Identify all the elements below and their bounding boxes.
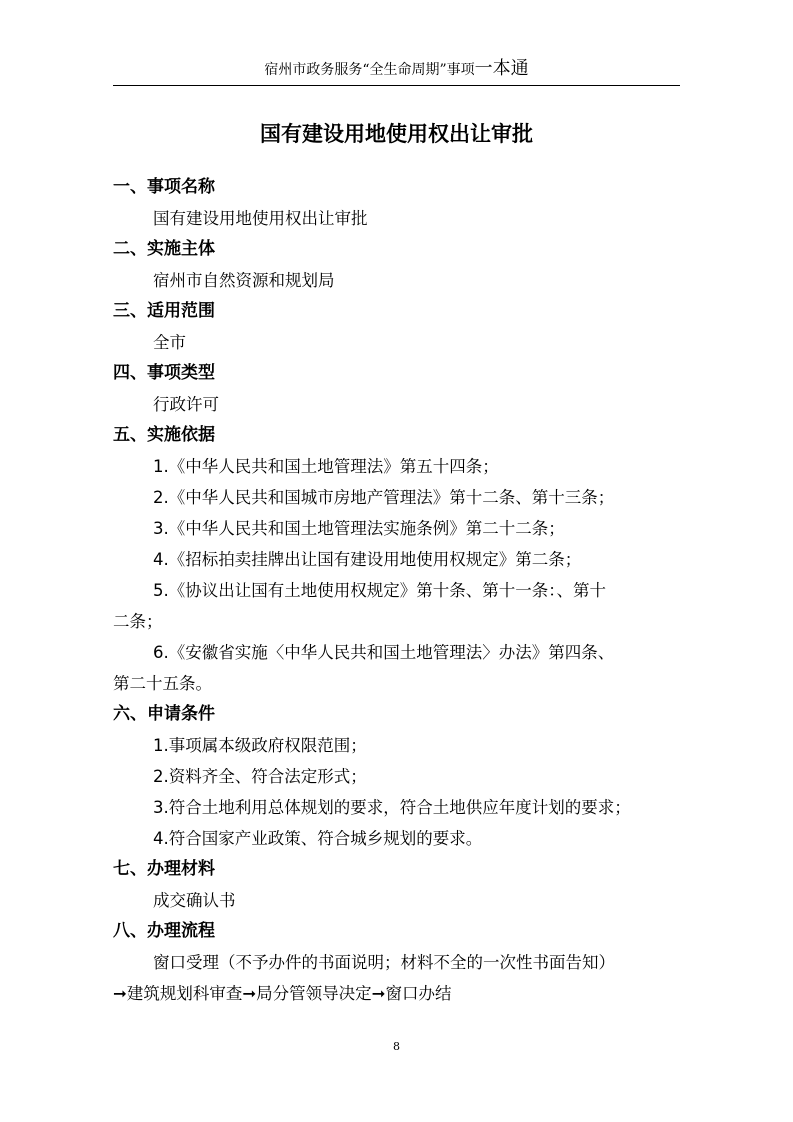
list-item: 5.《协议出让国有土地使用权规定》第十条、第十一条：、第十 (153, 581, 606, 600)
list-item: 2.资料齐全、符合法定形式； (153, 767, 367, 786)
list-item: 1.事项属本级政府权限范围； (153, 736, 367, 755)
section-heading: 五、实施依据 (113, 425, 215, 445)
list-item: 4.《招标拍卖挂牌出让国有建设用地使用权规定》第二条； (153, 550, 582, 569)
section-body: 宿州市自然资源和规划局 (153, 271, 335, 290)
process-line: ➞建筑规划科审查➞局分管领导决定➞窗口办结 (113, 984, 452, 1003)
header-text: 宿州市政务服务“全生命周期”事项 (264, 62, 475, 78)
header-suffix: 一本通 (474, 58, 529, 79)
document-body (113, 172, 683, 1009)
section-body: 全市 (153, 333, 186, 352)
section-body: 国有建设用地使用权出让审批 (153, 209, 368, 228)
section-body: 行政许可 (153, 395, 219, 414)
section-heading: 八、办理流程 (113, 921, 215, 941)
section-heading: 四、事项类型 (113, 363, 215, 383)
list-item: 3.符合土地利用总体规划的要求，符合土地供应年度计划的要求； (153, 798, 631, 817)
list-item: 4.符合国家产业政策、符合城乡规划的要求。 (153, 829, 483, 848)
page-header (113, 58, 680, 86)
process-line: 窗口受理（不予办件的书面说明；材料不全的一次性书面告知） (153, 953, 615, 972)
section-heading: 六、申请条件 (113, 704, 215, 724)
section-heading: 二、实施主体 (113, 239, 215, 259)
section-heading: 三、适用范围 (113, 301, 215, 321)
list-item: 3.《中华人民共和国土地管理法实施条例》第二十二条； (153, 519, 565, 538)
document-title: 国有建设用地使用权出让审批 (260, 122, 533, 146)
section-heading: 一、事项名称 (113, 177, 215, 197)
list-item: 1.《中华人民共和国土地管理法》第五十四条； (153, 457, 499, 476)
list-item: 2.《中华人民共和国城市房地产管理法》第十二条、第十三条； (153, 488, 615, 507)
list-item-continuation: 二条； (113, 612, 163, 631)
section-heading: 七、办理材料 (113, 859, 215, 879)
list-item: 6.《安徽省实施〈中华人民共和国土地管理法〉办法》第四条、 (153, 643, 615, 662)
section-body: 成交确认书 (153, 891, 236, 910)
page-number: 8 (393, 1040, 400, 1053)
list-item-continuation: 第二十五条。 (113, 674, 212, 693)
